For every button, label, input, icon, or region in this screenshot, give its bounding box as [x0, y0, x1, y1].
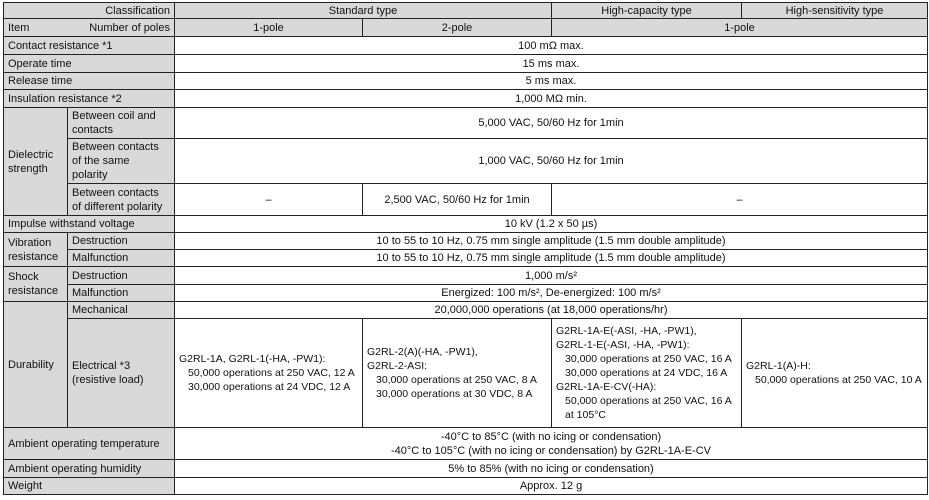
item-header: Item: [8, 21, 30, 34]
classification-header: Classification: [4, 3, 175, 19]
shock-malfunction-value: Energized: 100 m/s², De-energized: 100 m/s²: [175, 285, 928, 302]
insulation-resistance-label: Insulation resistance *2: [4, 90, 175, 108]
same-polarity-label: Between contacts of the same polarity: [68, 139, 175, 184]
electrical-label: Electrical *3 (resistive load): [68, 319, 175, 428]
electrical-high-sensitivity-value: G2RL-1(A)-H: 50,000 operations at 250 VAC, 10 A: [742, 319, 928, 428]
different-polarity-label: Between contacts of different polarity: [68, 184, 175, 216]
dielectric-strength-label: Dielectric strength: [4, 108, 68, 216]
different-polarity-2pole-value: 2,500 VAC, 50/60 Hz for 1min: [363, 184, 552, 216]
item-poles-header: [4, 19, 175, 37]
mechanical-label: Mechanical: [68, 302, 175, 319]
contact-resistance-value: 100 mΩ max.: [175, 37, 928, 55]
vibration-destruction-value: 10 to 55 to 10 Hz, 0.75 mm single amplitude (1.5 mm double amplitude): [175, 233, 928, 250]
shock-malfunction-label: Malfunction: [68, 285, 175, 302]
ambient-humidity-value: 5% to 85% (with no icing or condensation): [175, 460, 928, 478]
shock-resistance-label: Shock resistance: [4, 267, 68, 302]
ambient-humidity-label: Ambient operating humidity: [4, 460, 175, 478]
vibration-malfunction-value: 10 to 55 to 10 Hz, 0.75 mm single amplitude (1.5 mm double amplitude): [175, 250, 928, 267]
weight-value: Approx. 12 g: [175, 478, 928, 495]
coil-contacts-label: Between coil and contacts: [68, 108, 175, 139]
vibration-malfunction-label: Malfunction: [68, 250, 175, 267]
ambient-temperature-label: Ambient operating temperature: [4, 428, 175, 460]
two-pole-header: 2-pole: [363, 19, 552, 37]
shock-destruction-value: 1,000 m/s²: [175, 267, 928, 285]
operate-time-value: 15 ms max.: [175, 55, 928, 73]
impulse-withstand-label: Impulse withstand voltage: [4, 216, 175, 233]
mechanical-value: 20,000,000 operations (at 18,000 operations/hr): [175, 302, 928, 319]
same-polarity-value: 1,000 VAC, 50/60 Hz for 1min: [175, 139, 928, 184]
impulse-withstand-value: 10 kV (1.2 x 50 µs): [175, 216, 928, 233]
durability-label: Durability: [4, 302, 68, 428]
electrical-standard-2pole-value: G2RL-2(A)(-HA, -PW1), G2RL-2-ASI: 30,000 operations at 250 VAC, 8 A 30,000 operations at 30 VDC, 8 A: [363, 319, 552, 428]
specifications-table: [3, 2, 928, 495]
insulation-resistance-value: 1,000 MΩ min.: [175, 90, 928, 108]
vibration-destruction-label: Destruction: [68, 233, 175, 250]
high-capacity-type-header: High-capacity type: [552, 3, 742, 19]
vibration-resistance-label: Vibration resistance: [4, 233, 68, 267]
one-pole-right-header: 1-pole: [552, 19, 928, 37]
weight-label: Weight: [4, 478, 175, 495]
release-time-label: Release time: [4, 73, 175, 90]
operate-time-label: Operate time: [4, 55, 175, 73]
electrical-high-capacity-value: G2RL-1A-E(-ASI, -HA, -PW1), G2RL-1-E(-ASI, -HA, -PW1): 30,000 operations at 250 VAC, 16 A 30,000 operations at 24 VDC, 16 A G2RL-1A-E-CV(-HA): 50,000 operations at 250 VAC, 16 A at 105°C: [552, 319, 742, 428]
coil-contacts-value: 5,000 VAC, 50/60 Hz for 1min: [175, 108, 928, 139]
different-polarity-1pole-value: –: [175, 184, 363, 216]
shock-destruction-label: Destruction: [68, 267, 175, 285]
high-sensitivity-type-header: High-sensitivity type: [742, 3, 928, 19]
release-time-value: 5 ms max.: [175, 73, 928, 90]
ambient-temperature-value: -40°C to 85°C (with no icing or condensation) -40°C to 105°C (with no icing or condensation) by G2RL-1A-E-CV: [175, 428, 928, 460]
one-pole-header: 1-pole: [175, 19, 363, 37]
contact-resistance-label: Contact resistance *1: [4, 37, 175, 55]
electrical-standard-1pole-value: G2RL-1A, G2RL-1(-HA, -PW1): 50,000 operations at 250 VAC, 12 A 30,000 operations at 24 VDC, 12 A: [175, 319, 363, 428]
different-polarity-other-value: –: [552, 184, 928, 216]
number-of-poles-header: Number of poles: [89, 21, 170, 34]
standard-type-header: Standard type: [175, 3, 552, 19]
